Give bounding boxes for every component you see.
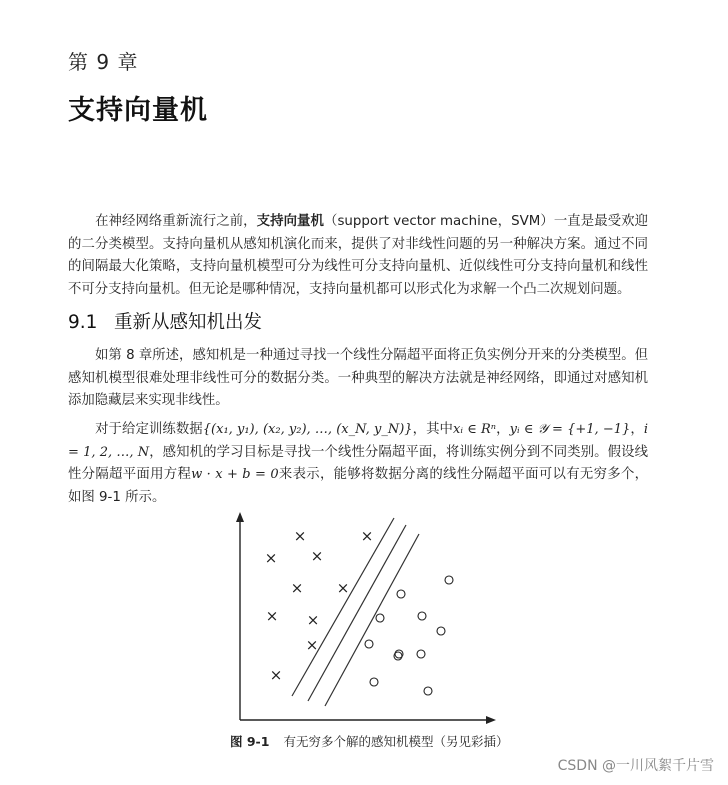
section-title: 重新从感知机出发: [114, 312, 263, 333]
negative-point-marker: ×: [269, 666, 283, 684]
negative-point-marker: ×: [305, 636, 319, 654]
chapter-label: 第 9 章: [68, 50, 139, 74]
positive-point-marker: [424, 687, 432, 695]
positive-points: [365, 576, 453, 695]
training-text-d: ，: [630, 422, 644, 437]
hyperplane-equation: w · x + b = 0: [191, 467, 279, 482]
training-text-e: ，感知机的学习目标是寻找一个线性分隔超平面，将训练实例分到不同类别。假设线性分隔超平面用方程: [68, 444, 648, 482]
positive-point-marker: [376, 614, 384, 622]
negative-point-marker: ×: [264, 549, 278, 567]
figure-caption: [230, 732, 508, 750]
negative-point-marker: ×: [293, 527, 307, 545]
training-text-a: 对于给定训练数据: [95, 422, 203, 437]
y-domain-formula: yᵢ ∈ 𝒴 = {+1, −1}: [509, 422, 631, 437]
perceptron-text: 如第 8 章所述，感知机是一种通过寻找一个线性分隔超平面将正负实例分开来的分类模型。但感知机模型很难处理非线性可分的数据分类。一种典型的解决方法就是神经网络，即通过对感知机添加隐藏层来实现非线性。: [68, 348, 648, 408]
positive-point-marker: [397, 590, 405, 598]
section-number: 9.1: [68, 312, 98, 333]
positive-point-marker: [370, 678, 378, 686]
training-text-c: ，: [496, 422, 510, 437]
index-range-formula: i = 1, 2, …, N: [68, 422, 649, 460]
positive-point-marker: [417, 650, 425, 658]
intro-text-a: 在神经网络重新流行之前，: [95, 214, 257, 229]
perceptron-paragraph: [68, 345, 648, 413]
training-set-formula: {(x₁, y₁), (x₂, y₂), …, (x_N, y_N)}: [202, 422, 413, 437]
x-axis-arrow-icon: [486, 716, 496, 724]
positive-point-marker: [418, 612, 426, 620]
figure-caption-text: 有无穷多个解的感知机模型（另见彩插）: [283, 734, 509, 749]
chapter-title: 支持向量机: [68, 95, 208, 126]
x-domain-formula: xᵢ ∈ Rⁿ: [453, 422, 497, 437]
negative-point-marker: ×: [360, 527, 374, 545]
section-heading: [68, 308, 262, 334]
negative-points: [265, 527, 374, 684]
positive-point-marker: [365, 640, 373, 648]
perceptron-figure: [228, 508, 508, 730]
training-text-f: 来表示，能够将数据分离的线性分隔超平面可以有无穷多个，如图 9-1 所示。: [68, 467, 649, 505]
negative-point-marker: ×: [336, 579, 350, 597]
training-text-b: ，其中: [412, 422, 454, 437]
training-data-paragraph: [68, 419, 648, 509]
negative-point-marker: ×: [265, 607, 279, 625]
intro-text-b: （support vector machine，SVM）一直是最受欢迎的二分类模型。支持向量机从感知机演化而来，提供了对非线性问题的另一种解决方案。通过不同的间隔最大化策略，支持向量机模型可分为线性可分支持向量机、近似线性可分支持向量机和线性不可分支持向量机。但无论是哪种情况，支持向量机都可以形式化为求解一个凸二次规划问题。: [68, 214, 649, 297]
intro-paragraph: [68, 211, 648, 301]
y-axis-arrow-icon: [236, 512, 244, 522]
csdn-watermark: CSDN @一川风絮千片雪: [557, 758, 714, 774]
figure-number: 图 9-1: [230, 734, 270, 749]
positive-point-marker: [445, 576, 453, 584]
negative-point-marker: ×: [290, 579, 304, 597]
negative-point-marker: ×: [310, 547, 324, 565]
intro-term-bold: 支持向量机: [256, 214, 324, 229]
hyperplane-line: [325, 534, 419, 706]
negative-point-marker: ×: [306, 611, 320, 629]
positive-point-marker: [437, 627, 445, 635]
